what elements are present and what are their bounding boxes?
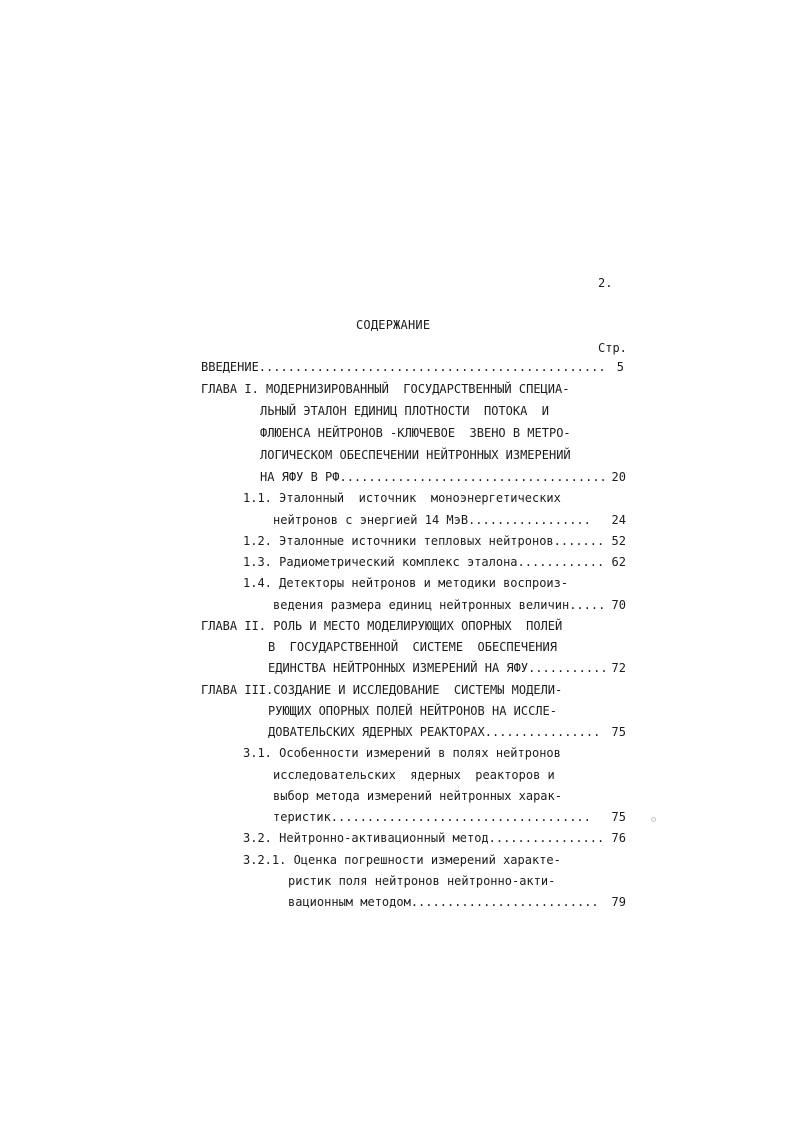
toc-entry-page: 76 [611,831,626,845]
toc-entry-page: 52 [611,534,626,548]
toc-entry-page: 72 [611,661,626,675]
toc-entry-page: 5 [616,360,624,374]
toc-entry-line: 1.3. Радиометрический комплекс эталона............ [243,555,605,569]
toc-entry-line: ЛОГИЧЕСКОМ ОБЕСПЕЧЕНИИ НЕЙТРОННЫХ ИЗМЕРЕНИЙ [260,448,571,462]
toc-entry-page: 70 [611,598,626,612]
toc-entry-line: 1.2. Эталонные источники тепловых нейтронов....... [243,534,605,548]
toc-entry-line: ДОВАТЕЛЬСКИХ ЯДЕРНЫХ РЕАКТОРАХ................ [268,725,601,739]
toc-entry-line: ведения размера единиц нейтронных величин..... [273,598,606,612]
toc-entry-line: выбор метода измерений нейтронных харак- [273,789,562,803]
toc-entry-page: 62 [611,555,626,569]
toc-entry-line: ГЛАВА II. РОЛЬ И МЕСТО МОДЕЛИРУЮЩИХ ОПОРНЫХ ПОЛЕЙ [201,619,563,633]
page-number: 2. [598,276,613,290]
toc-entry-line: ГЛАВА I. МОДЕРНИЗИРОВАННЫЙ ГОСУДАРСТВЕННЫЙ СПЕЦИА- [201,382,570,396]
toc-entry-line: 1.1. Эталонный источник моноэнергетических [243,491,561,505]
toc-entry-line: В ГОСУДАРСТВЕННОЙ СИСТЕМЕ ОБЕСПЕЧЕНИЯ [268,640,557,654]
toc-entry-line: нейтронов с энергией 14 МэВ................. [273,513,591,527]
toc-entry-line: РУЮЩИХ ОПОРНЫХ ПОЛЕЙ НЕЙТРОНОВ НА ИССЛЕ- [268,704,557,718]
toc-entry-line: ГЛАВА III.СОЗДАНИЕ И ИССЛЕДОВАНИЕ СИСТЕМЫ МОДЕЛИ- [201,683,563,697]
toc-entry-line: НА ЯФУ В РФ..................................... [260,470,607,484]
toc-entry-line: исследовательских ядерных реакторов и [273,768,555,782]
toc-entry-line: 3.1. Особенности измерений в полях нейтронов [243,746,561,760]
toc-entry-line: теристик.................................... [273,810,591,824]
toc-entry-page: 75 [611,725,626,739]
toc-entry-line: вационным методом.......................... [288,895,599,909]
toc-entry-line: ристик поля нейтронов нейтронно-акти- [288,874,556,888]
toc-entry-line: 3.2.1. Оценка погрешности измерений характе- [243,853,561,867]
toc-entry-line: 3.2. Нейтронно-активационный метод................ [243,831,605,845]
toc-entry-page: 79 [611,895,626,909]
toc-entry-line: ФЛЮЕНСА НЕЙТРОНОВ -КЛЮЧЕВОЕ ЗВЕНО В МЕТРО- [260,426,571,440]
toc-entry-page: 75 [611,810,626,824]
scan-speck [651,817,656,822]
toc-entry-line: ЕДИНСТВА НЕЙТРОННЫХ ИЗМЕРЕНИЙ НА ЯФУ........... [268,661,608,675]
toc-entry-page: 24 [611,513,626,527]
toc-heading: СОДЕРЖАНИЕ [356,318,431,332]
toc-entry-page: 20 [611,470,626,484]
toc-entry-line: 1.4. Детекторы нейтронов и методики воспроиз- [243,576,569,590]
toc-entry-line: ВВЕДЕНИЕ................................................ [201,360,606,374]
toc-entry-line: ЛЬНЫЙ ЭТАЛОН ЕДИНИЦ ПЛОТНОСТИ ПОТОКА И [260,404,549,418]
page-column-label: Стр. [598,341,627,355]
